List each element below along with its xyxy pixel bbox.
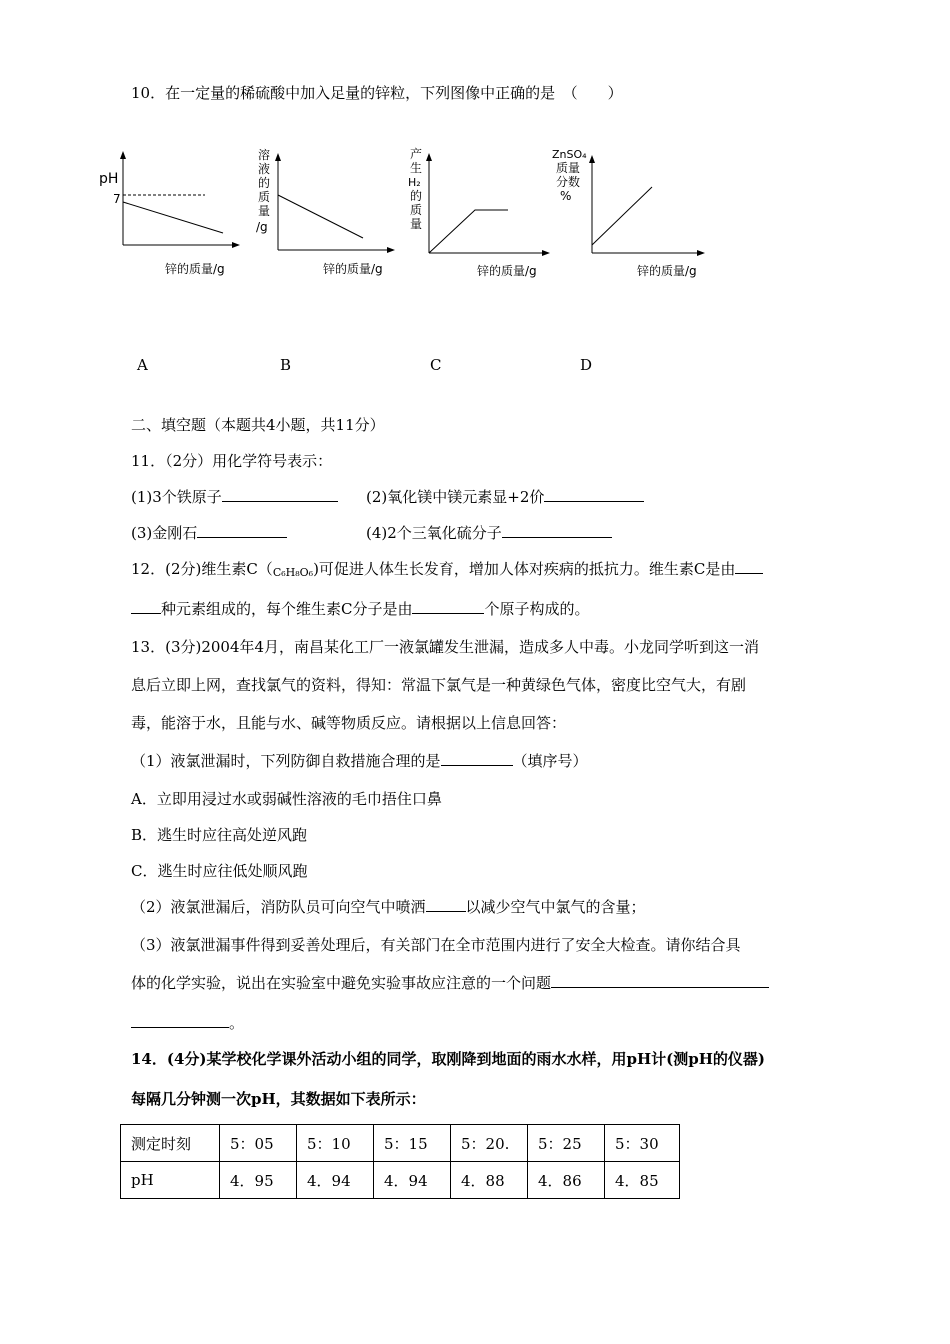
q12-line2 (131, 598, 590, 619)
q14-line2: 每隔几分钟测一次pH，其数据如下表所示： (131, 1090, 426, 1108)
q13-line2: 息后立即上网，查找氯气的资料，得知：常温下氯气是一种黄绿色气体，密度比空气大，有剧 (131, 676, 747, 694)
option-b: B (280, 356, 292, 374)
option-c: C (430, 356, 442, 374)
graph-c-ylabel-5: 质 (410, 203, 423, 217)
q12-line2-b: 个原子构成的。 (484, 600, 590, 618)
table-cell: 4．95 (220, 1162, 297, 1199)
graph-c-y-arrow (426, 153, 432, 161)
answer-blank[interactable] (412, 599, 484, 614)
answer-blank[interactable] (197, 523, 287, 538)
q14-line1: 14．(4分)某学校化学课外活动小组的同学，取刚降到地面的雨水水样，用pH计(测pH的仪器) (131, 1050, 766, 1068)
graph-a-curve (123, 202, 223, 233)
q11-part3 (131, 522, 287, 543)
q13-line1: 13．(3分)2004年4月，南昌某化工厂一液氯罐发生泄漏，造成多人中毒。小龙同学听到这一消 (131, 638, 760, 656)
graph-a-ylabel: pH (99, 171, 119, 187)
q11-part2-text: (2)氧化镁中镁元素显+2价 (366, 488, 545, 506)
q13-option-a: A．立即用浸过水或弱碱性溶液的毛巾捂住口鼻 (131, 790, 442, 808)
graph-b (250, 145, 410, 285)
answer-blank[interactable] (544, 487, 644, 502)
graph-d-ylabel-2: 质量 (556, 161, 581, 175)
q13-sub3-text: 体的化学实验，说出在实验室中避免实验事故应注意的一个问题 (131, 974, 552, 992)
graph-b-ylabel-4: 质 (258, 190, 271, 204)
table-cell: 5：10 (297, 1125, 374, 1162)
graph-a-tick: 7 (113, 192, 121, 206)
q13-sub2-b: 以减少空气中氯气的含量； (465, 898, 646, 916)
q13-line3: 毒，能溶于水，且能与水、碱等物质反应。请根据以上信息回答： (131, 714, 567, 732)
graph-c-x-arrow (542, 250, 550, 256)
q12-line1-a: 12．(2分)维生素C（ (131, 560, 273, 578)
q13-sub3-line3 (131, 1012, 244, 1033)
graph-c-ylabel-4: 的 (410, 189, 423, 203)
graph-a-x-arrow (232, 242, 240, 248)
graph-b-ylabel-6: /g (256, 220, 268, 234)
graph-d-ylabel-3: 分数 (556, 175, 581, 189)
answer-blank[interactable] (131, 1013, 229, 1028)
q13-sub2-a: （2）液氯泄漏后，消防队员可向空气中喷洒 (131, 898, 426, 916)
graph-b-xlabel: 锌的质量/g (323, 262, 383, 276)
table-cell: 4．88 (451, 1162, 528, 1199)
q11-part1-text: (1)3个铁原子 (131, 488, 222, 506)
graph-b-x-arrow (387, 247, 395, 253)
graph-d-ylabel-4: % (560, 189, 572, 203)
graph-c-ylabel-6: 量 (410, 217, 423, 231)
q13-sub1-a: （1）液氯泄漏时，下列防御自救措施合理的是 (131, 752, 441, 770)
q11-part2 (366, 486, 644, 507)
graph-c-xlabel: 锌的质量/g (477, 264, 537, 278)
q12-line2-a: 种元素组成的，每个维生素C分子是由 (161, 600, 413, 618)
table-cell: 4．94 (297, 1162, 374, 1199)
option-d: D (580, 356, 593, 374)
answer-blank[interactable] (131, 599, 161, 614)
q11-part1 (131, 486, 338, 507)
table-cell: pH (121, 1162, 220, 1199)
graph-d-xlabel: 锌的质量/g (637, 264, 697, 278)
graph-d-curve (592, 187, 652, 245)
table-cell: 5：20. (451, 1125, 528, 1162)
graph-a-y-arrow (120, 151, 126, 159)
q11-part3-text: (3)金刚石 (131, 524, 198, 542)
q11-stem: 11．（2分）用化学符号表示： (131, 452, 333, 470)
graph-b-ylabel-5: 量 (258, 204, 271, 218)
q10-stem: 10．在一定量的稀硫酸中加入足量的锌粒，下列图像中正确的是 （ ） (131, 84, 623, 102)
answer-blank[interactable] (426, 897, 466, 912)
graph-d-x-arrow (697, 250, 705, 256)
graph-d-y-arrow (589, 155, 595, 163)
q13-option-c: C．逃生时应往低处顺风跑 (131, 862, 308, 880)
table-cell: 4．85 (605, 1162, 680, 1199)
graph-c-ylabel-3: H₂ (408, 176, 421, 189)
q12-line1 (131, 558, 763, 579)
table-row (121, 1125, 680, 1162)
table-row (121, 1162, 680, 1199)
table-cell: 5：05 (220, 1125, 297, 1162)
graph-c-curve (429, 210, 508, 253)
answer-blank[interactable] (502, 523, 612, 538)
graph-b-curve (278, 195, 363, 238)
q12-line1-b: )可促进人体生长发育，增加人体对疾病的抵抗力。维生素C是由 (313, 560, 736, 578)
graph-a-xlabel: 锌的质量/g (165, 262, 225, 276)
graph-c-ylabel-2: 生 (410, 161, 423, 175)
table-cell: 4．94 (374, 1162, 451, 1199)
q13-sub3-line2 (131, 972, 769, 993)
q13-sub2 (131, 896, 646, 917)
table-cell: 5：30 (605, 1125, 680, 1162)
answer-blank[interactable] (222, 487, 338, 502)
q12-formula: C₆H₈O₆ (272, 566, 314, 579)
graph-c-ylabel-1: 产 (410, 147, 423, 161)
q13-sub1 (131, 750, 588, 771)
graph-c (405, 145, 565, 285)
q11-part4-text: (4)2个三氧化硫分子 (366, 524, 502, 542)
graph-d (550, 145, 720, 285)
ph-table (120, 1124, 680, 1199)
table-cell: 4．86 (528, 1162, 605, 1199)
q13-sub1-b: （填序号） (512, 752, 588, 770)
graph-b-ylabel-3: 的 (258, 176, 271, 190)
option-a: A (137, 356, 148, 374)
graph-b-y-arrow (275, 153, 281, 161)
table-cell: 测定时刻 (121, 1125, 220, 1162)
table-cell: 5：15 (374, 1125, 451, 1162)
section-title: 二、填空题（本题共4小题，共11分） (131, 416, 385, 434)
table-cell: 5：25 (528, 1125, 605, 1162)
graph-d-ylabel-1: ZnSO₄ (552, 148, 587, 161)
q11-part4 (366, 522, 612, 543)
q13-sub3-line1: （3）液氯泄漏事件得到妥善处理后，有关部门在全市范围内进行了安全大检查。请你结合具 (131, 936, 741, 954)
answer-blank[interactable] (441, 751, 513, 766)
q13-option-b: B．逃生时应往高处逆风跑 (131, 826, 308, 844)
graph-a (95, 145, 255, 285)
answer-blank[interactable] (735, 559, 763, 574)
graph-b-ylabel-2: 液 (258, 162, 271, 176)
answer-blank[interactable] (551, 973, 769, 988)
q13-sub3-end: 。 (229, 1014, 245, 1032)
graph-b-ylabel-1: 溶 (258, 148, 271, 162)
